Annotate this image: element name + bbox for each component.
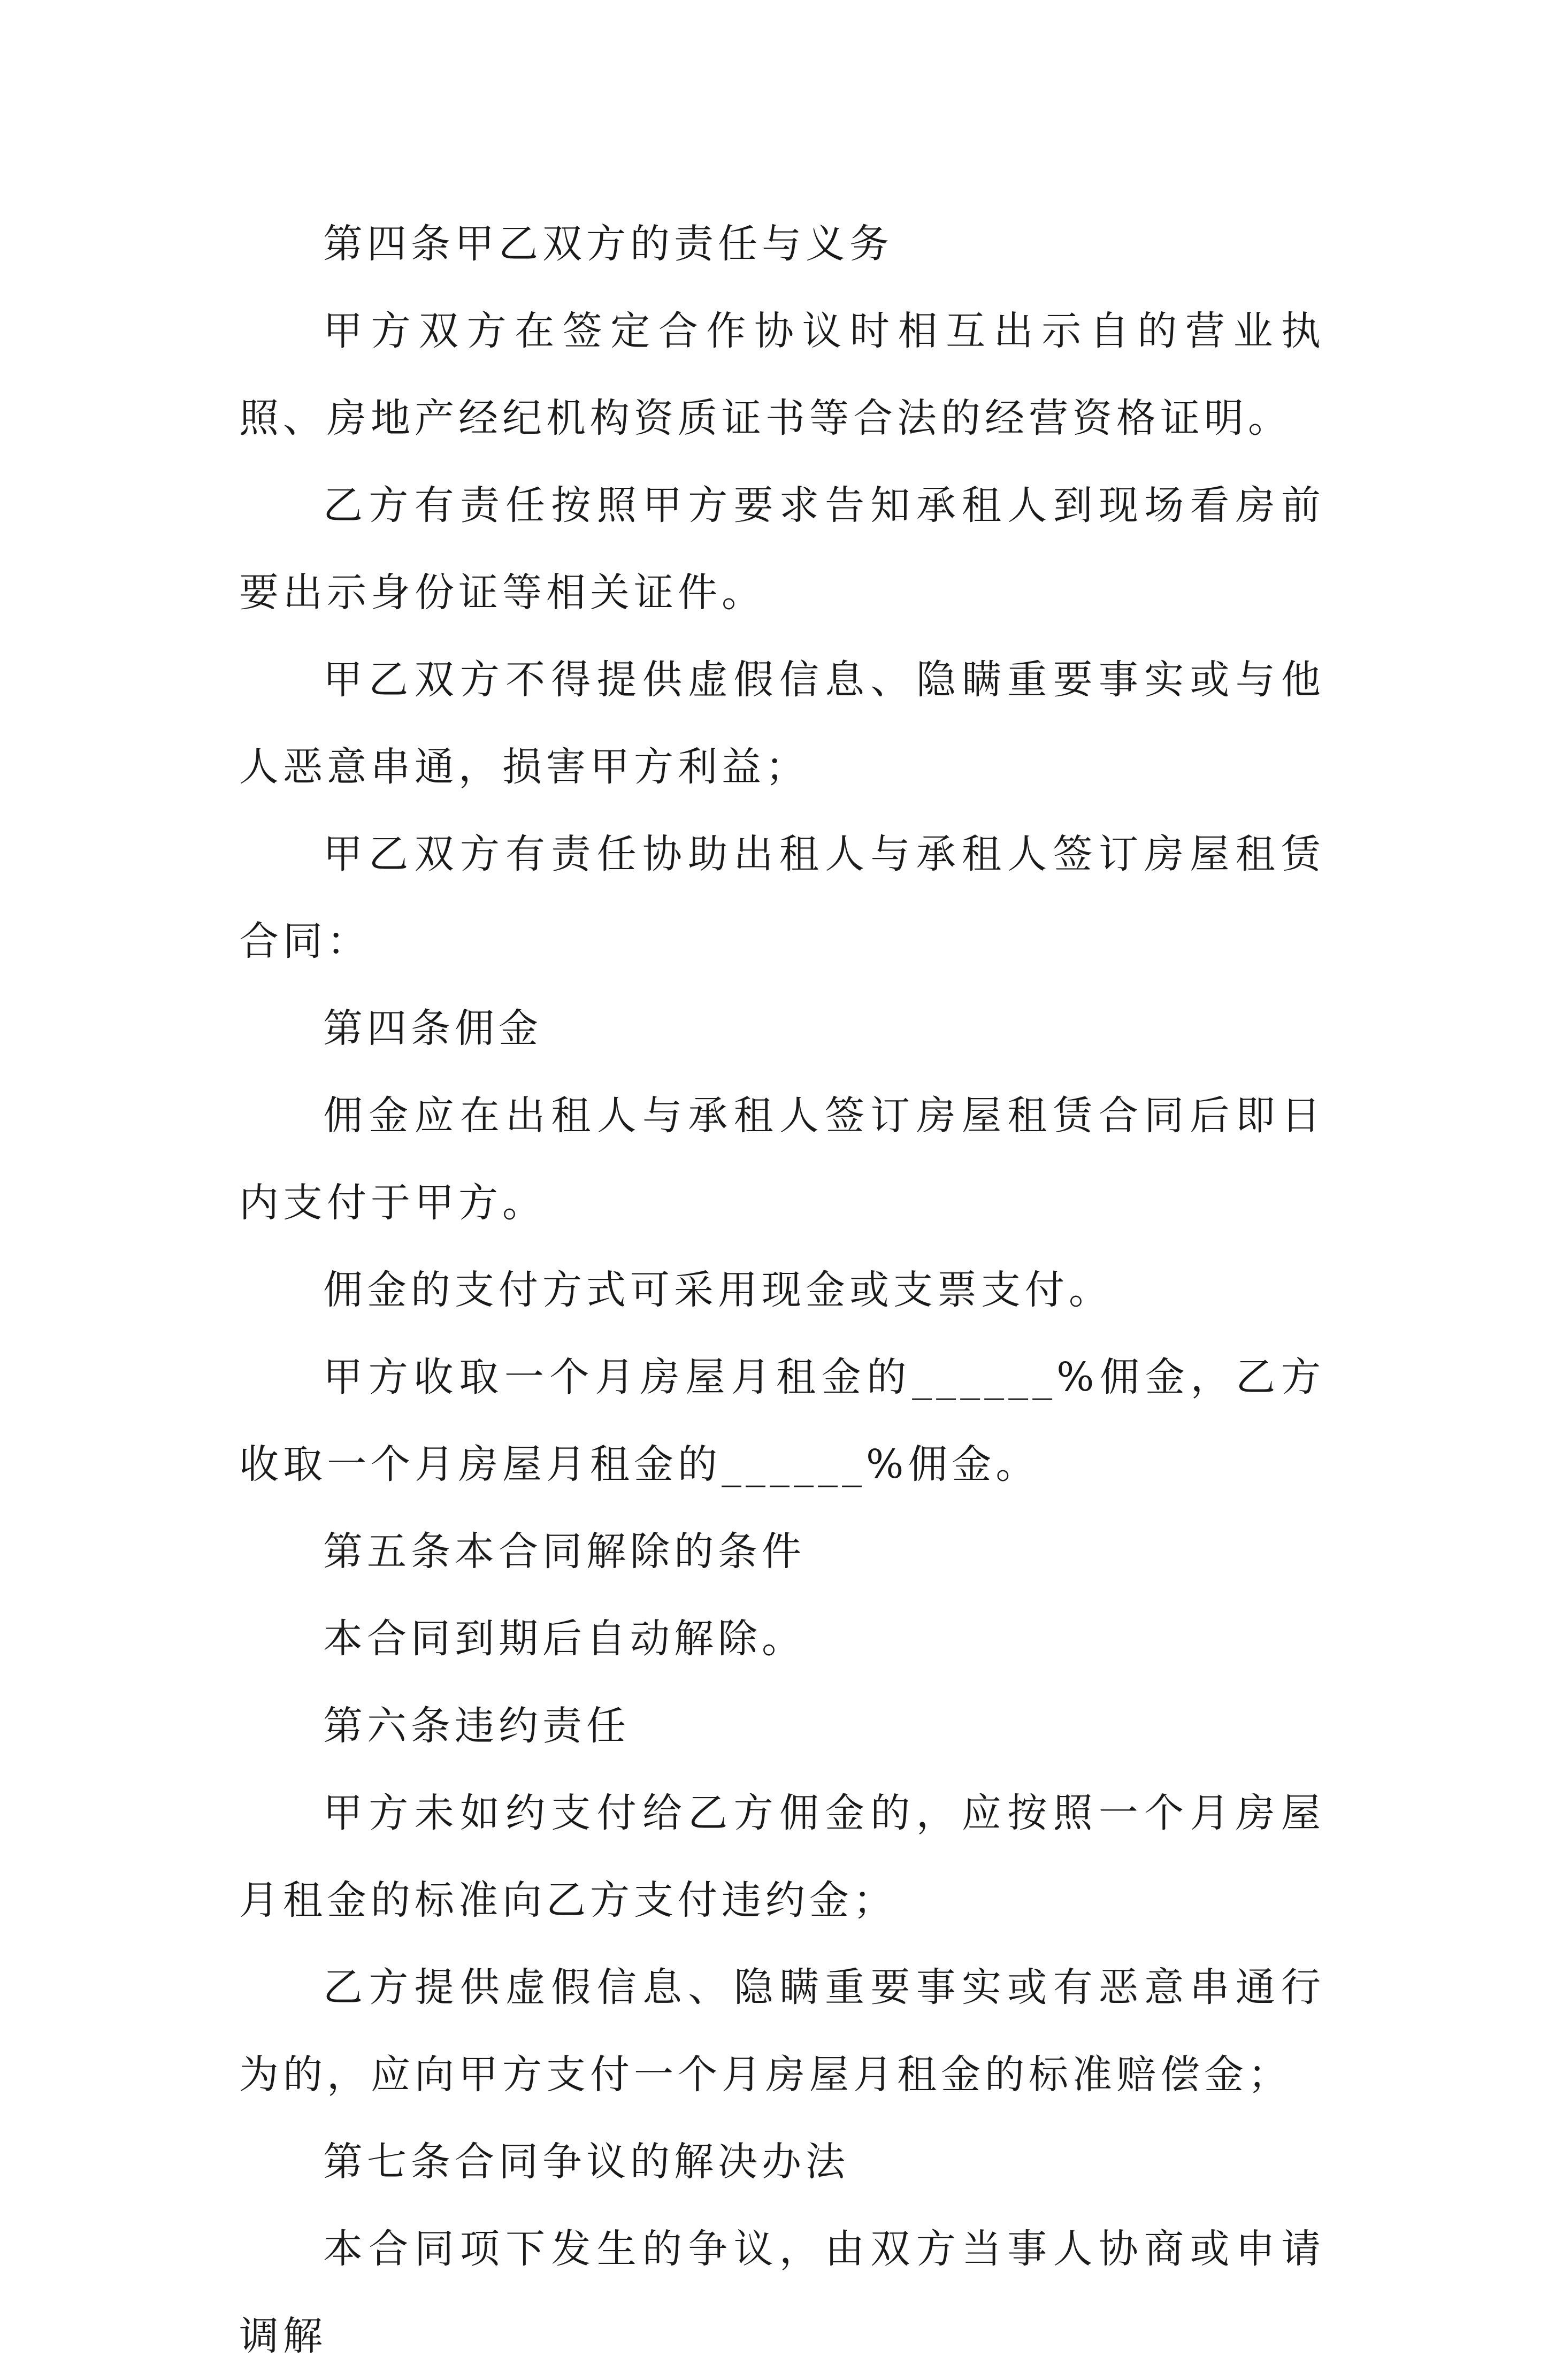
article-7-heading: 第七条合同争议的解决办法 bbox=[323, 2139, 849, 2185]
paragraph: 本合同到期后自动解除。 bbox=[323, 1616, 806, 1662]
article-6-heading: 第六条违约责任 bbox=[323, 1703, 630, 1749]
paragraph: 佣金的支付方式可采用现金或支票支付。 bbox=[323, 1267, 1113, 1313]
paragraph: 乙方有责任按照甲方要求告知承租人到现场看房前要出示身份证等相关证件。 bbox=[239, 482, 1325, 616]
commission-heading: 第四条佣金 bbox=[323, 1005, 542, 1051]
article-4-heading: 第四条甲乙双方的责任与义务 bbox=[323, 221, 893, 267]
article-5-heading: 第五条本合同解除的条件 bbox=[323, 1529, 806, 1575]
paragraph: 甲方未如约支付给乙方佣金的，应按照一个月房屋月租金的标准向乙方支付违约金； bbox=[239, 1790, 1325, 1923]
document-body bbox=[239, 201, 1325, 2380]
paragraph: 本合同项下发生的争议，由双方当事人协商或申请调解 bbox=[239, 2226, 1325, 2359]
paragraph: 甲乙双方有责任协助出租人与承租人签订房屋租赁合同： bbox=[239, 831, 1325, 964]
paragraph: 乙方提供虚假信息、隐瞒重要事实或有恶意串通行为的，应向甲方支付一个月房屋月租金的标准赔偿金； bbox=[239, 1964, 1325, 2098]
paragraph: 甲乙双方不得提供虚假信息、隐瞒重要事实或与他人恶意串通，损害甲方利益； bbox=[239, 657, 1325, 790]
paragraph: 甲方收取一个月房屋月租金的______%佣金，乙方收取一个月房屋月租金的______%佣金。 bbox=[239, 1354, 1325, 1487]
paragraph: 甲方双方在签定合作协议时相互出示自的营业执照、房地产经纪机构资质证书等合法的经营资格证明。 bbox=[239, 308, 1325, 441]
paragraph: 佣金应在出租人与承租人签订房屋租赁合同后即日内支付于甲方。 bbox=[239, 1093, 1325, 1226]
